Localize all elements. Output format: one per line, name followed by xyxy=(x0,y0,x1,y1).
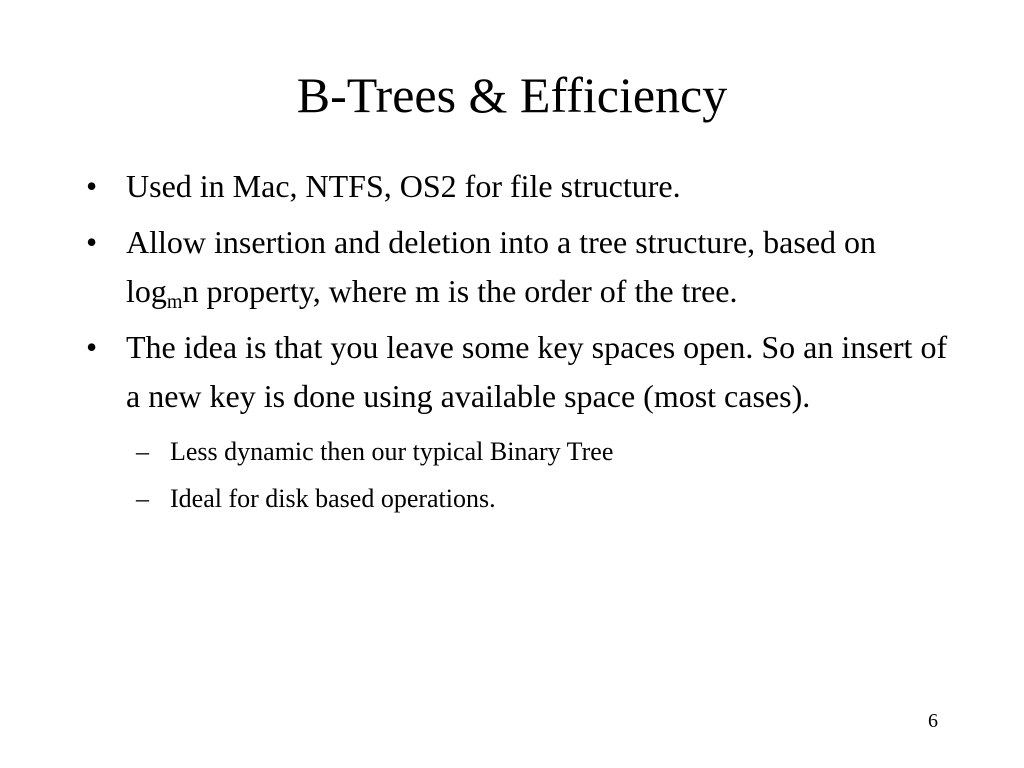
slide-title: B-Trees & Efficiency xyxy=(296,67,728,123)
sub-bullet-marker: – xyxy=(136,437,149,466)
sub-bullet-marker: – xyxy=(136,484,149,513)
log-base-subscript: m xyxy=(166,291,183,313)
sub-bullet-item xyxy=(80,475,950,522)
bullet-item xyxy=(80,218,950,316)
sub-bullet-text: Ideal for disk based operations. xyxy=(170,484,496,513)
bullet-marker: • xyxy=(86,329,98,365)
bullet-text: Used in Mac, NTFS, OS2 for file structure. xyxy=(126,168,681,204)
sub-bullet-text: Less dynamic then our typical Binary Tree xyxy=(170,437,614,466)
sub-bullet-item xyxy=(80,428,950,475)
bullet-list xyxy=(80,162,950,522)
bullet-item xyxy=(80,323,950,421)
bullet-text-before-subscript: Allow insertion and deletion into a tree structure, based on log xyxy=(126,224,877,309)
bullet-marker: • xyxy=(86,168,98,204)
bullet-text xyxy=(126,224,877,313)
sub-bullet-list xyxy=(80,428,950,522)
bullet-text: The idea is that you leave some key spaces open. So an insert of a new key is done using available space (most cases). xyxy=(126,329,948,414)
bullet-marker: • xyxy=(86,224,98,260)
bullet-text-after-subscript: n property, where m is the order of the tree. xyxy=(182,273,738,309)
page-number: 6 xyxy=(928,710,938,732)
bullet-item xyxy=(80,162,950,211)
sub-bullet-group xyxy=(80,428,950,522)
